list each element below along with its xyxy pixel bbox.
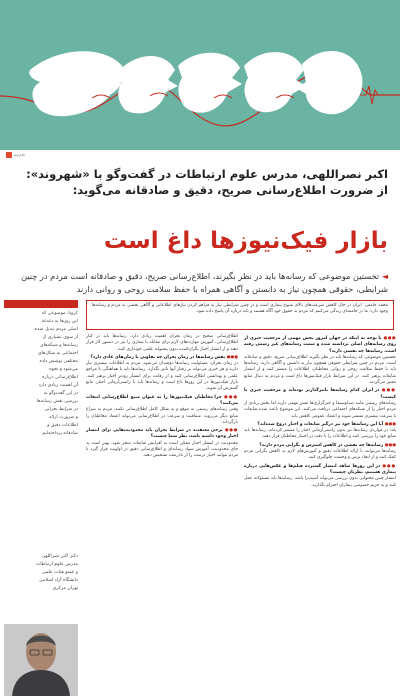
sidebar-line: آن اهمیت زیادی دارد <box>38 383 78 388</box>
standfirst <box>8 270 388 296</box>
sidebar-text <box>4 308 78 438</box>
question-bullet-icon: ●●● <box>222 428 238 434</box>
interview-answer: رسانه‌ها می‌توانند با ارائه اطلاعات دقیق و آموزش‌های لازم به کاهش نگرانی مردم کمک کنند و از ایجاد ترس و وحشت جلوگیری کنند. <box>244 449 396 461</box>
question-bullet-icon: ●●● <box>221 394 238 400</box>
question-text: با توجه به اینکه در جهان امروز بخش مهمی از مرجعیت خبری از روی رسانه‌های اصلی برداشته شده و سمت رسانه‌های غیر رسمی رفته است، رسانه‌ها چه نقشی دارند؟ <box>244 336 396 354</box>
question-bullet-icon: ●●● <box>379 388 396 394</box>
author-portrait <box>4 624 78 696</box>
interview-answer: رسانه‌های رسمی مانند صداوسیما و خبرگزاری‌ها نقش مهمی دارند اما بخش زیادی از مردم اخبار را از شبکه‌های اجتماعی دریافت می‌کنند. این موضوع باعث شده شایعات با سرعت بیشتری منتشر شوند و اعتماد عمومی کاهش یابد. <box>244 400 396 419</box>
interview-answer: بله؛ در مواردی رسانه‌ها نیز بدون راستی‌آزمایی اخبار را منتشر کرده‌اند. رسانه‌ها باید منابع خود را بررسی کنند و اطلاعات را با دقت در اختیار مخاطبان قرار دهند. <box>244 428 396 440</box>
sidebar-intro <box>4 300 78 438</box>
question-bullet-icon: ●●● <box>383 421 396 427</box>
sidebar-line: می‌شود و نحوه <box>49 367 78 372</box>
sidebar-line: اصلی مردم تبدیل شده، <box>33 327 78 332</box>
interview-question <box>244 464 396 477</box>
headline: بازار فیک‌نیوزها داغ است <box>103 228 388 254</box>
interview-answer: نخستین موضوعی که رسانه‌ها باید در نظر بگیرند اطلاع‌رسانی صریح، دقیق و صادقانه است. مردم در چنین شرایطی حقوقی همچون نیاز به دانستن و آگاهی دارند. رسانه‌ها باید با حفظ سلامت روحی و روانی مخاطبان، اطلاعات را منتشر کنند و از انتشار شایعات پرهیز کنند. در این شرایط بازار فیک‌نیوزها داغ است و مردم به دنبال منابع معتبر می‌گردند. <box>244 354 396 386</box>
sidebar-line: مختلفی پوشش داده <box>39 359 78 364</box>
question-text: در این روزها شاهد انتشار گسترده فیلم‌ها و عکس‌هایی درباره بیماری هستیم، نظرتان چیست؟ <box>244 463 396 475</box>
question-bullet-icon: ●●● <box>383 442 396 448</box>
question-bullet-icon: ●●● <box>381 336 397 341</box>
triangle-bullet-icon: ◄ <box>381 271 388 281</box>
sidebar-line: در شرایط بحرانی <box>44 407 78 412</box>
question-text: آیا این رسانه‌ها خود نیز درگیر شایعات و اخبار دروغ شده‌اند؟ <box>257 421 384 427</box>
question-text: در ایران کدام رسانه‌ها تاثیرگذارتر بوده‌اند و مرجعیت خبری با کیست؟ <box>244 388 396 400</box>
lead-paragraph: اکبر نصراللهی، مدرس علوم ارتباطات در گفت‌وگو با «شهروند»: از ضرورت اطلاع‌رسانی صریح، دقیق و صادقانه می‌گوید: <box>26 167 388 197</box>
interview-answer: انتشار چنین محتوایی بدون بررسی می‌تواند آسیب‌زا باشد. رسانه‌ها باید مسئولانه عمل کنند و به حریم خصوصی بیماران احترام بگذارند. <box>244 476 396 488</box>
hero-illustration <box>0 0 400 150</box>
author-caption-line: دانشگاه آزاد اسلامی <box>39 578 78 583</box>
sidebar-line: کرونا، موضوعی که <box>41 311 78 316</box>
portrait-photo <box>4 624 78 696</box>
photo-credit <box>6 152 25 158</box>
interview-answer: در زمان بحران، مسئولیت رسانه‌ها دوچندان می‌شود. مردم به اطلاعات بیشتری نیاز دارند و هر خبری می‌تواند بر رفتار آنها تاثیر بگذارد. رسانه‌ها باید با هماهنگی با مراجع علمی و بهداشتی اطلاع‌رسانی کنند و از رقابت برای انتشار زودتر اخبار پرهیز کنند. بازار فیک‌نیوزها در این روزها داغ است و رسانه‌ها باید با راستی‌آزمایی اخبار، مانع گسترش آن شوند. <box>86 361 238 392</box>
author-caption-line: مدرس علوم ارتباطات <box>35 562 78 567</box>
sidebar-line: این روزها به دغدغه <box>41 319 78 324</box>
credit-text: جام‌جم <box>14 152 26 157</box>
question-bullet-icon: ●●● <box>225 354 238 360</box>
quote-box-text: محمد جامعی: ایران در حال کاهش سرعت‌های بالای شیوع بیماری است و در چنین شرایطی نیاز به فراهم کردن نیازهای اطلاعاتی و آگاهی بخشی به مردم و رسانه‌ها وجود دارد؛ ما در جامعه‌ای زندگی می‌کنیم که مردم به حقوق خود آگاه هستند و باید درباره آن پاسخ داده شود. <box>92 303 388 315</box>
interview-answer: اطلاع‌رسانی صحیح در زمان بحران اهمیت زیادی دارد. رسانه‌ها باید در کنار اطلاع‌رسانی، آموزش مهارت‌های لازم برای مقابله با بیماری را نیز در دستور کار قرار دهند و از انتشار اخبار نگران‌کننده بدون پشتوانه علمی خودداری کنند. <box>86 334 238 352</box>
question-text: نقش رسانه‌ها در زمان بحران چه تفاوتی با زمان‌های عادی دارد؟ <box>90 354 226 360</box>
face-5 <box>296 51 363 114</box>
sidebar-line: و ضرورت ارائه <box>49 415 78 420</box>
article-column-middle <box>86 334 238 460</box>
author-caption-line: تهران مرکزی <box>52 586 78 591</box>
interview-question <box>244 336 396 355</box>
question-text: برخی معتقدند در شرایط بحران باید محدودیت‌هایی برای انتشار اخبار وجود داشته باشد، نظر شما چیست؟ <box>86 428 238 440</box>
faces-illustration <box>0 0 400 150</box>
sidebar-line: اطلاع‌رسانی درباره <box>41 375 78 380</box>
face-3 <box>178 53 242 113</box>
face-4 <box>244 52 306 112</box>
sidebar-line: اجتماعی به شکل‌های <box>37 351 78 356</box>
author-caption-line: و عضو هیات علمی <box>42 570 78 575</box>
sidebar-line: از سوی بسیاری از <box>42 335 78 340</box>
question-bullet-icon: ●●● <box>380 463 396 469</box>
sidebar-line: اطلاعات دقیق و <box>47 423 78 428</box>
credit-square-icon <box>6 152 12 158</box>
interview-question <box>86 395 238 408</box>
article-column-right <box>244 334 396 489</box>
author-caption-line: دکتر اکبر نصراللهی <box>41 554 78 559</box>
sidebar-line: صادقانه پرداخته‌ایم <box>42 431 78 436</box>
face-2 <box>118 56 178 113</box>
question-text: رسانه‌ها چه نقشی در کاهش استرس و نگرانی مردم دارند؟ <box>259 442 384 448</box>
interview-answer: وقتی رسانه‌های رسمی به موقع و به شکل کامل اطلاع‌رسانی نکنند، مردم به سراغ منابع دیگر می‌روند. شفافیت و سرعت در اطلاع‌رسانی می‌تواند اعتماد مخاطبان را بازگرداند. <box>86 407 238 425</box>
interview-question <box>86 428 238 441</box>
sidebar-line: در این گفت‌وگو به <box>43 391 78 396</box>
question-text: چرا مخاطبان فیک‌نیوزها را به عنوان منبع اطلاع‌رسانی انتخاب می‌کنند؟ <box>86 394 238 406</box>
sidebar-red-bar <box>4 300 78 308</box>
heartbeat-line <box>360 86 400 104</box>
face-1 <box>29 51 125 116</box>
interview-answer: محدودیت در انتشار اخبار ممکن است به افزایش شایعات منجر شود. بهتر است به جای محدودیت، آموزش سواد رسانه‌ای و اطلاع‌رسانی دقیق در اولویت قرار گیرد تا مردم بتوانند اخبار درست را از نادرست تشخیص دهند. <box>86 440 238 459</box>
author-caption <box>4 553 78 593</box>
interview-question <box>244 388 396 401</box>
sidebar-line: بررسی نقش رسانه‌ها <box>36 399 78 404</box>
sidebar-line: رسانه‌ها و شبکه‌های <box>40 343 78 348</box>
standfirst-text: تخستین موضوعی که رسانه‌ها باید در نظر بگیرند، اطلاع‌رسانی صریح، دقیق و صادقانه است مردم در چنین شرایطی، حقوقی همچون نیاز به دانستن و آگاهی همراه با حفظ سلامت روحی و روانی دارند <box>21 271 388 294</box>
